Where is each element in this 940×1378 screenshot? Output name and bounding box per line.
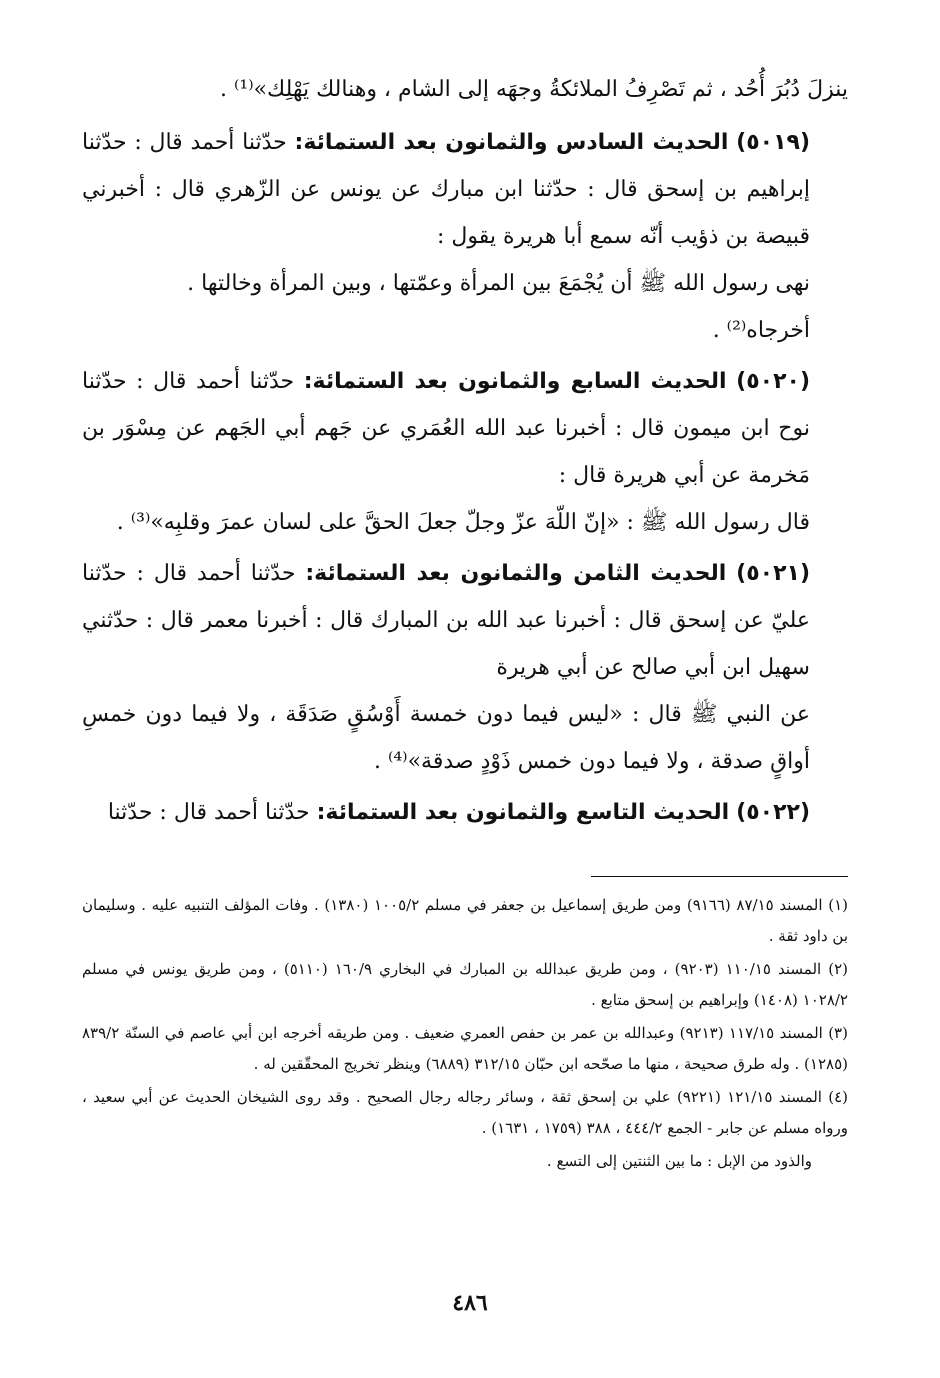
continuation-paragraph [82, 66, 848, 113]
hadith-heading: الحديث التاسع والثمانون بعد الستمائة: [316, 800, 730, 825]
hadith-isnad: حدّثنا أحمد قال : حدّثنا نوح ابن ميمون قال : أخبرنا عبد الله العُمَري عن جَهم أبي الجَهم عن مِسْوَر بن مَخرمة عن أبي هريرة قال : [82, 369, 810, 488]
footnote-text: المسند ١١٧/١٥ (٩٢١٣) وعبدالله بن عمر بن حفص العمري ضعيف . ومن طريقه أخرجه ابن أبي عاصم [189, 1024, 823, 1042]
footnote-4 [82, 1082, 848, 1144]
hadith-takhrij [82, 307, 848, 354]
footnotes [82, 890, 848, 1179]
footnote-label: (٤) [828, 1088, 848, 1106]
hadith-matn [82, 260, 848, 307]
hadith-takhrij-text: أخرجاه⁽²⁾ . [712, 318, 810, 343]
footnote-text: المسند ١٢١/١٥ (٩٢٢١) علي بن إسحق ثقة ، وسائر رجاله رجال الصحيح . وقد روى الشيخان الحديث [185, 1088, 822, 1106]
footnote-text-extra: والذود من الإبل : ما بين الثنتين إلى التسع . [546, 1152, 812, 1170]
footnote-label: (٣) [828, 1024, 848, 1042]
footnote-3 [82, 1018, 848, 1080]
hadith-number: (٥٠٢٠) [736, 369, 810, 394]
hadith-5019 [82, 119, 848, 260]
hadith-heading: الحديث السادس والثمانون بعد الستمائة: [294, 130, 729, 155]
hadith-5022 [82, 789, 848, 836]
hadith-number: (٥٠١٩) [736, 130, 811, 155]
footnote-text-cont: في مسلم ١٠٢٨/٢ (١٤٠٨) وإبراهيم بن إسحق متابع . [82, 960, 848, 1009]
footnote-divider [591, 876, 848, 877]
footnote-label: (٢) [828, 960, 848, 978]
main-text [82, 66, 848, 836]
footnote-text: المسند ٨٧/١٥ (٩١٦٦) ومن طريق إسماعيل بن جعفر في مسلم ١٠٠٥/٢ (١٣٨٠) . وفات المؤلف التنبيه [183, 896, 823, 914]
hadith-heading: الحديث الثامن والثمانون بعد الستمائة: [305, 561, 727, 586]
hadith-isnad: حدّثنا أحمد قال : حدّثنا [107, 800, 310, 825]
page-number: ٤٨٦ [452, 1290, 488, 1316]
footnote-4-extra [82, 1146, 848, 1177]
hadith-5021 [82, 550, 848, 691]
footnote-2 [82, 954, 848, 1016]
hadith-matn-text: قال رسول الله ﷺ : «إنّ اللّهَ عزّ وجلّ جعلَ الحقَّ على لسان عمرَ وقلبِه»⁽³⁾ . [116, 510, 810, 535]
hadith-isnad: حدّثنا أحمد قال : حدّثنا عليّ عن إسحق قال : أخبرنا عبد الله بن المبارك قال : أخبرنا معمر قال : حدّثني سهيل ابن أبي صالح عن أبي هريرة [82, 561, 810, 680]
hadith-number: (٥٠٢١) [736, 561, 811, 586]
continuation-text: ينزلَ دُبُرَ أُحُد ، ثم تَصْرِفُ الملائكةُ وجهَه إلى الشام ، وهنالك يَهْلِك»⁽¹⁾ . [219, 77, 848, 102]
footnote-text-cont: عن أبي سعيد ، ورواه مسلم عن جابر - الجمع ٤٤٤/٢ ، ٣٨٨ (١٧٥٩ ، ١٦٣١) . [82, 1088, 848, 1137]
hadith-matn-text: عن النبي ﷺ قال : «ليس فيما دون خمسة أَوْسُقٍ صَدَقَة ، ولا فيما دون خمسِ أواقٍ صدقة ، ولا فيما دون خمس ذَوْدٍ صدقة»⁽⁴⁾ . [82, 702, 810, 774]
hadith-heading: الحديث السابع والثمانون بعد الستمائة: [303, 369, 727, 394]
hadith-isnad: حدّثنا أحمد قال : حدّثنا إبراهيم بن إسحق قال : حدّثنا ابن مبارك عن يونس عن الزّهري قال : أخبرني قبيصة بن ذؤيب أنّه سمع أبا هريرة يقول : [82, 130, 810, 249]
hadith-matn [82, 691, 848, 785]
footnote-1 [82, 890, 848, 952]
footnote-label: (١) [828, 896, 848, 914]
hadith-5020 [82, 358, 848, 499]
hadith-matn [82, 499, 848, 546]
footnote-text: المسند ١١٠/١٥ (٩٢٠٣) ، ومن طريق عبدالله بن المبارك في البخاري ١٦٠/٩ (٥١١٠) ، ومن طريق يونس [152, 960, 822, 978]
footnote-text-cont: في السنّة ٨٣٩/٢ (١٢٨٥) . وله طرق صحيحة ، منها ما صحّحه ابن حبّان ٣١٢/١٥ (٦٨٨٩) وينظر تخريج المحقّقين له . [82, 1024, 848, 1073]
hadith-matn-text: نهى رسول الله ﷺ أن يُجْمَعَ بين المرأة وعمّتها ، وبين المرأة وخالتها . [187, 271, 810, 296]
footnote-text-cont: عليه . وسليمان بن داود ثقة . [82, 896, 848, 945]
hadith-number: (٥٠٢٢) [736, 800, 810, 825]
